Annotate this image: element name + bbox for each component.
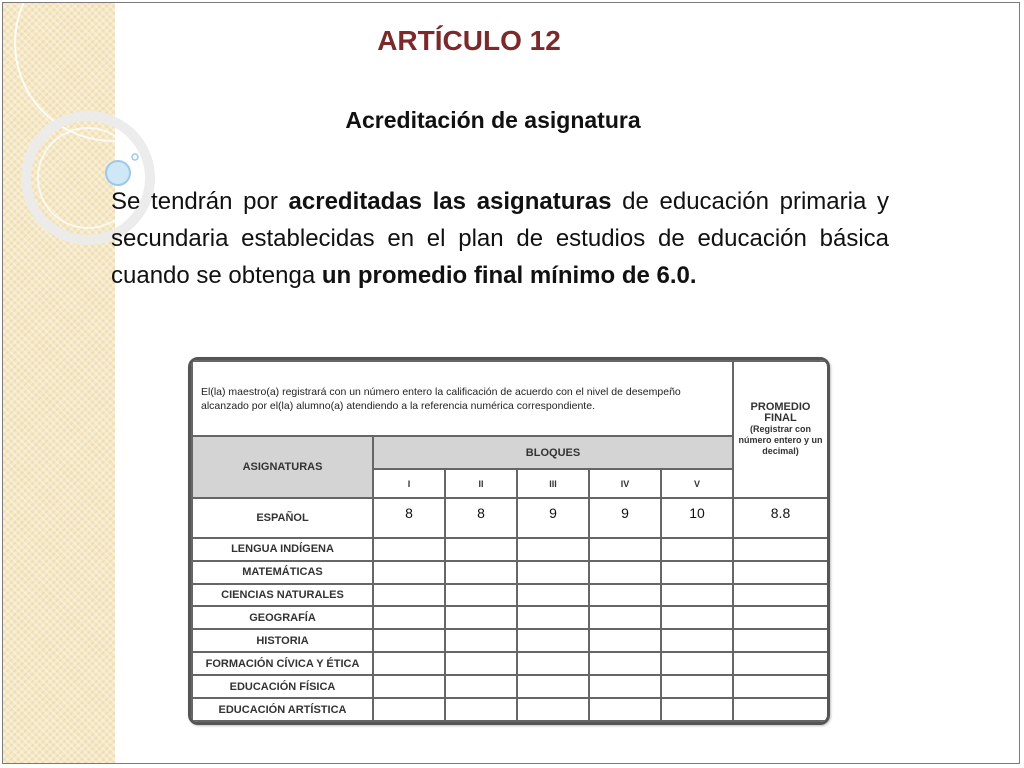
table-row xyxy=(192,629,828,652)
table-row xyxy=(192,561,828,584)
final-average-cell xyxy=(733,652,828,675)
grade-cell xyxy=(445,538,517,561)
table-row xyxy=(192,498,828,537)
slide xyxy=(2,2,1020,764)
table-row xyxy=(192,698,828,721)
final-average-cell: 8.8 xyxy=(733,498,828,537)
grades-table-container xyxy=(188,357,830,725)
promedio-title: PROMEDIO FINAL xyxy=(750,401,811,425)
paragraph-text-2: de educación primaria y secundaria establecidas en el plan de estudios de educación básica cuando se obtenga xyxy=(111,188,890,289)
grade-cell xyxy=(589,698,661,721)
final-average-cell xyxy=(733,698,828,721)
grade-cell xyxy=(517,675,589,698)
final-average-cell xyxy=(733,675,828,698)
bloque-header: IV xyxy=(589,469,661,498)
final-average-cell xyxy=(733,629,828,652)
grade-cell xyxy=(517,606,589,629)
page-title: ARTÍCULO 12 xyxy=(377,25,561,56)
table-row xyxy=(192,606,828,629)
subject-name: CIENCIAS NATURALES xyxy=(192,584,373,607)
table-row xyxy=(192,538,828,561)
final-average-cell xyxy=(733,561,828,584)
grade-cell: 8 xyxy=(445,498,517,537)
grade-cell xyxy=(373,629,445,652)
grade-cell xyxy=(445,675,517,698)
final-average-cell xyxy=(733,538,828,561)
grade-rows xyxy=(192,498,828,721)
grade-cell xyxy=(589,675,661,698)
grade-cell xyxy=(661,561,733,584)
paragraph-bold-2: un promedio final mínimo de 6.0. xyxy=(321,262,697,289)
promedio-final-header xyxy=(733,361,828,498)
grade-cell xyxy=(373,698,445,721)
grade-cell xyxy=(661,675,733,698)
grade-cell xyxy=(373,675,445,698)
final-average-cell xyxy=(733,584,828,607)
table-instructions: El(la) maestro(a) registrará con un número entero la calificación de acuerdo con el nivel de desempeño alcanzado por el(la) alumno(a) atendiendo a la referencia numérica correspondiente. xyxy=(192,361,733,436)
grade-cell: 9 xyxy=(589,498,661,537)
subject-name: MATEMÁTICAS xyxy=(192,561,373,584)
grade-cell xyxy=(445,561,517,584)
grade-cell xyxy=(589,538,661,561)
grade-cell xyxy=(445,606,517,629)
grade-cell xyxy=(517,698,589,721)
grade-cell: 10 xyxy=(661,498,733,537)
grade-cell xyxy=(517,584,589,607)
grade-cell xyxy=(373,606,445,629)
grade-cell xyxy=(517,652,589,675)
bloques-header: BLOQUES xyxy=(373,436,733,469)
grade-cell xyxy=(589,606,661,629)
grade-cell xyxy=(661,584,733,607)
subject-name: LENGUA INDÍGENA xyxy=(192,538,373,561)
grade-cell xyxy=(445,584,517,607)
grade-cell xyxy=(661,698,733,721)
bloque-header: I xyxy=(373,469,445,498)
grade-cell: 9 xyxy=(517,498,589,537)
subject-name: FORMACIÓN CÍVICA Y ÉTICA xyxy=(192,652,373,675)
grade-cell: 8 xyxy=(373,498,445,537)
table-row xyxy=(192,675,828,698)
grade-cell xyxy=(373,652,445,675)
subject-name: GEOGRAFÍA xyxy=(192,606,373,629)
grade-cell xyxy=(589,652,661,675)
asignaturas-header: ASIGNATURAS xyxy=(192,436,373,498)
grade-cell xyxy=(589,629,661,652)
subject-name: EDUCACIÓN ARTÍSTICA xyxy=(192,698,373,721)
table-row xyxy=(192,584,828,607)
grade-cell xyxy=(373,561,445,584)
grade-cell xyxy=(661,652,733,675)
grade-cell xyxy=(373,584,445,607)
grade-cell xyxy=(517,538,589,561)
subject-name: EDUCACIÓN FÍSICA xyxy=(192,675,373,698)
bloque-header: V xyxy=(661,469,733,498)
paragraph-text-1: Se tendrán por xyxy=(111,188,289,215)
grade-cell xyxy=(373,538,445,561)
grade-cell xyxy=(589,561,661,584)
promedio-note: (Registrar con número entero y un decimal) xyxy=(738,424,823,457)
bloque-header: II xyxy=(445,469,517,498)
grade-cell xyxy=(661,606,733,629)
grade-cell xyxy=(517,629,589,652)
article-paragraph xyxy=(111,183,889,294)
final-average-cell xyxy=(733,606,828,629)
page-subtitle: Acreditación de asignatura xyxy=(345,107,641,133)
grade-cell xyxy=(445,629,517,652)
grade-cell xyxy=(661,629,733,652)
grade-cell xyxy=(445,652,517,675)
grade-cell xyxy=(517,561,589,584)
table-row xyxy=(192,652,828,675)
bloque-header: III xyxy=(517,469,589,498)
grade-cell xyxy=(589,584,661,607)
grade-cell xyxy=(661,538,733,561)
grades-table xyxy=(191,360,829,722)
grade-cell xyxy=(445,698,517,721)
paragraph-bold-1: acreditadas las asignaturas xyxy=(288,188,612,215)
subject-name: HISTORIA xyxy=(192,629,373,652)
subject-name: ESPAÑOL xyxy=(192,498,373,537)
